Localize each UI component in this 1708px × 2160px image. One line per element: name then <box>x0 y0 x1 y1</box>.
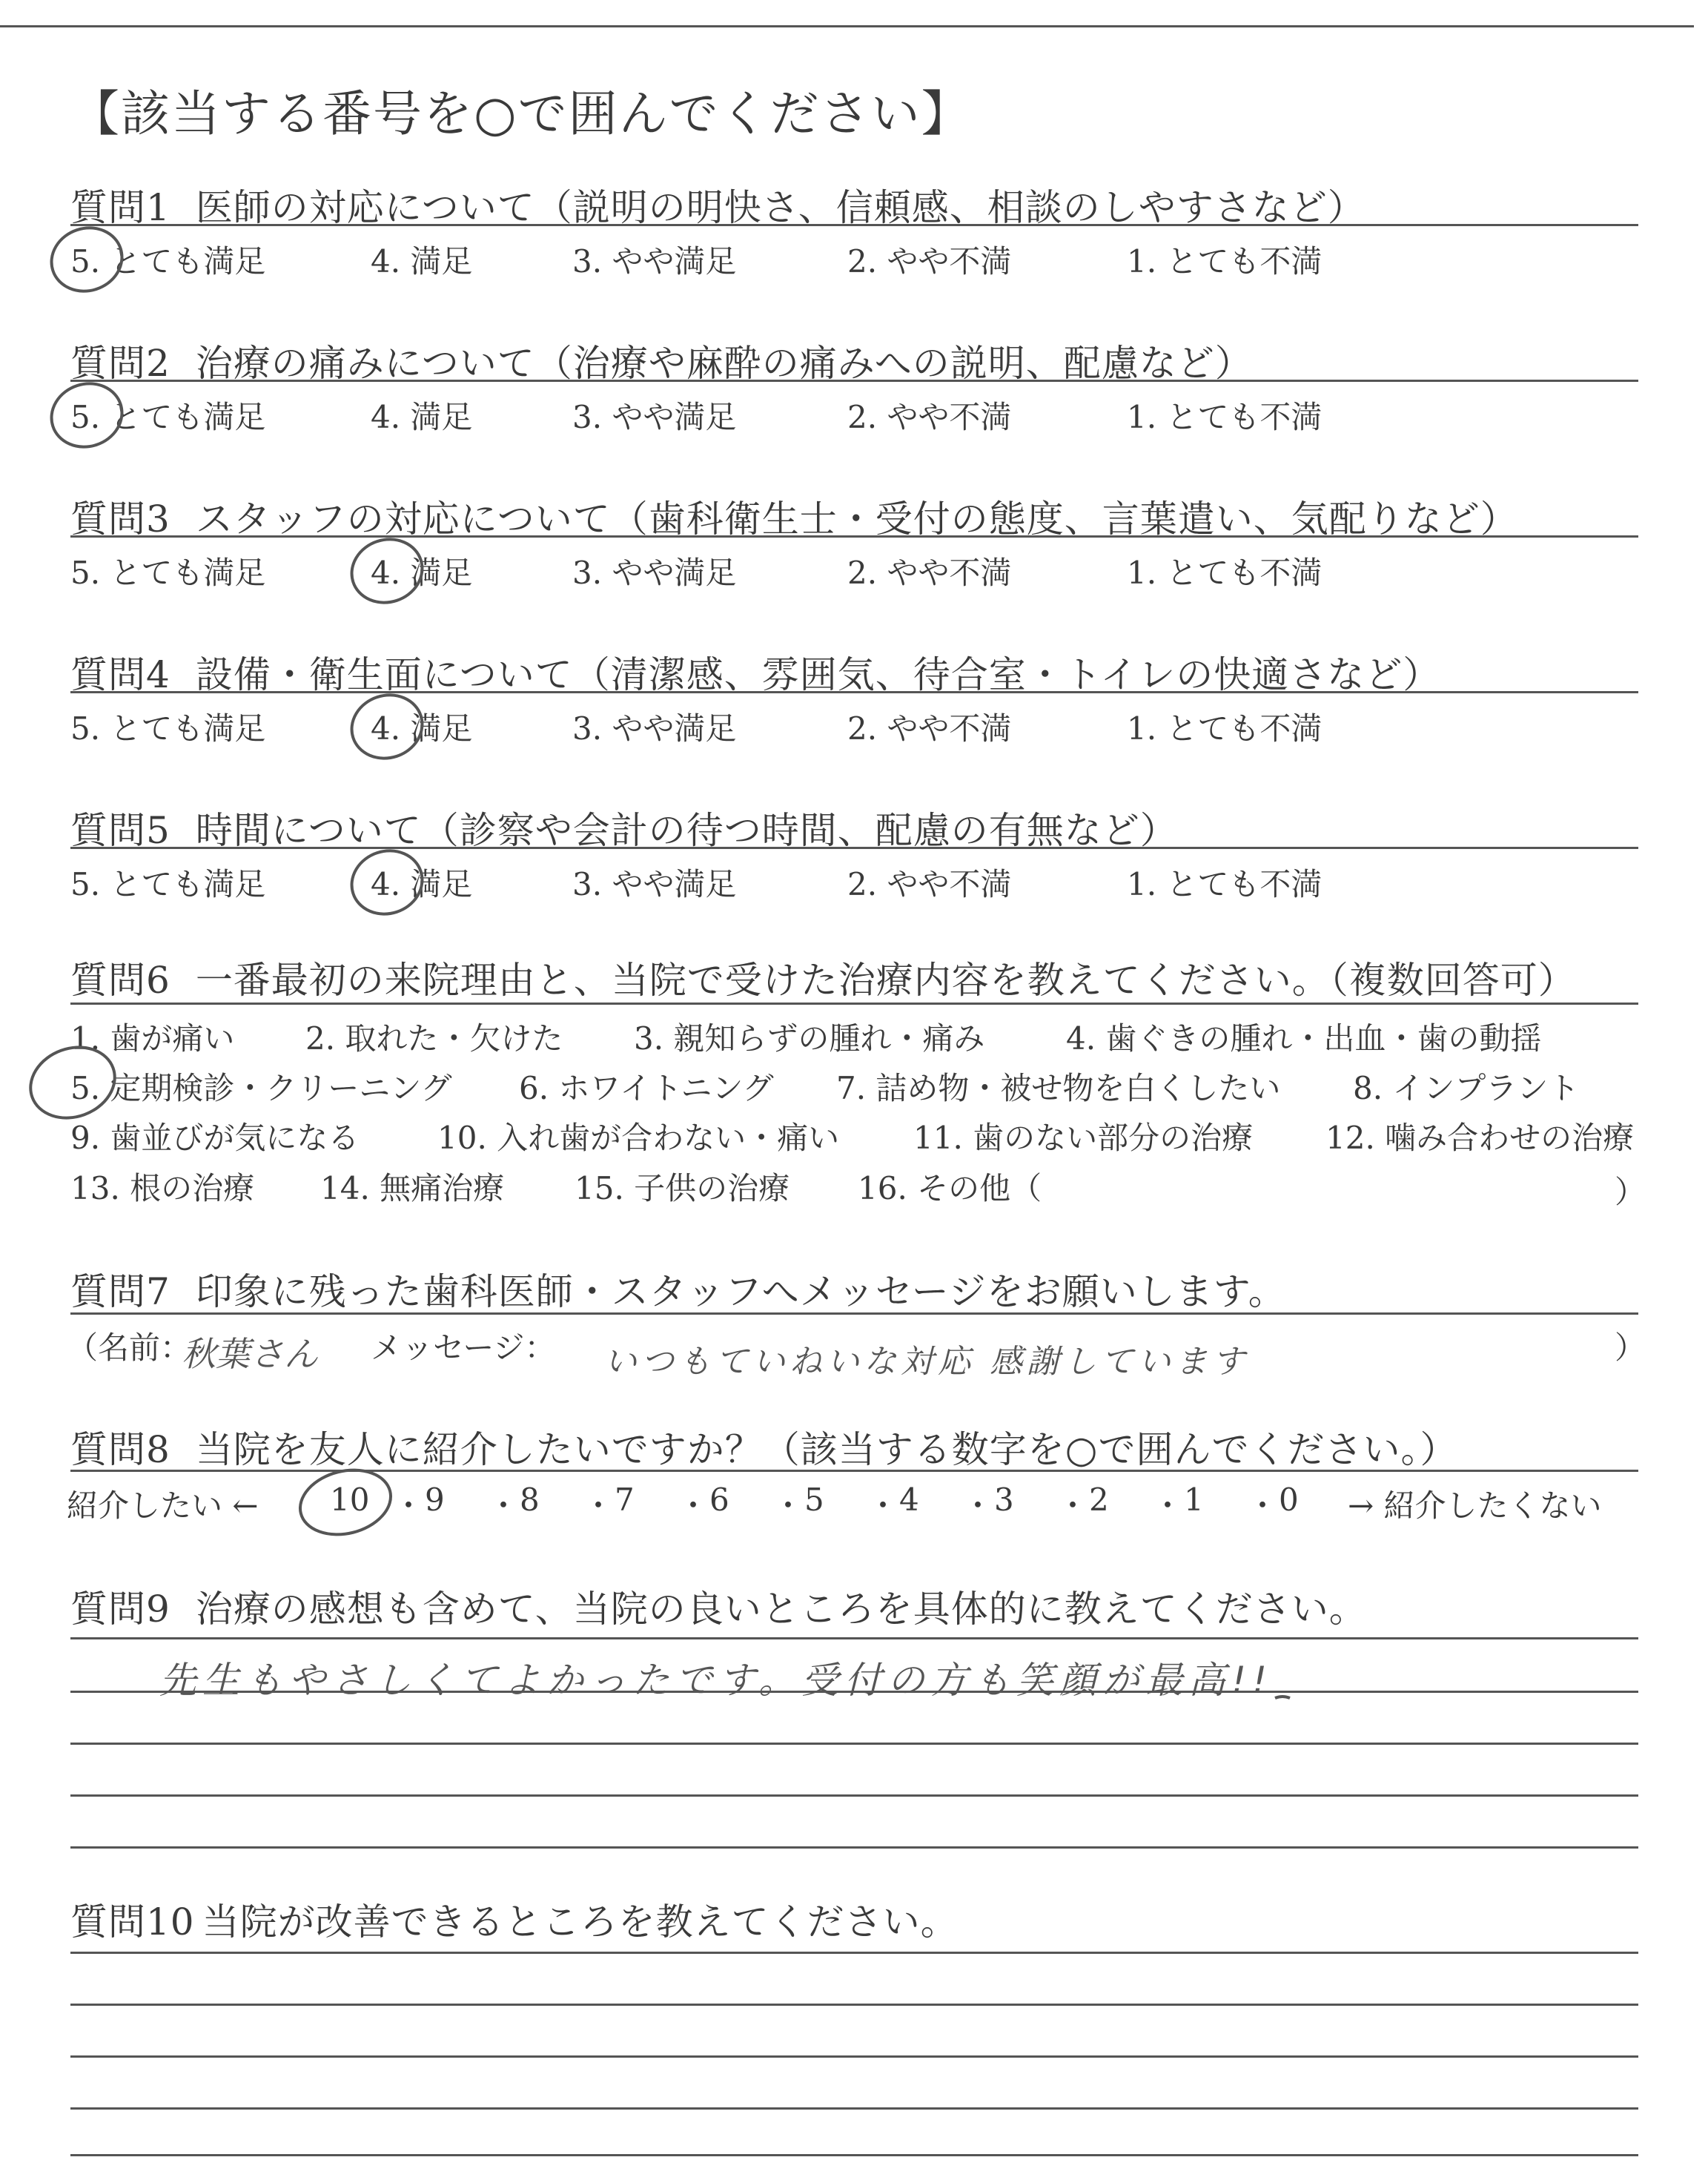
q3-option-2[interactable]: 2. やや不満 <box>847 555 1012 591</box>
q7-close-paren: ） <box>1615 1330 1646 1366</box>
q9-text: 治療の感想も含めて、当院の良いところを具体的に教えてください。 <box>195 1588 1367 1631</box>
q8-selected-circle <box>294 1461 398 1544</box>
q8-scale-dot: ・ <box>393 1487 425 1524</box>
q2-option-5[interactable]: 5. とても満足 <box>70 399 266 435</box>
q8-left-label: 紹介したい ← <box>67 1487 259 1524</box>
q6-option-3[interactable]: 3. 親知らずの腫れ・痛み <box>634 1020 985 1057</box>
q8-scale-8[interactable]: 8 <box>520 1482 540 1518</box>
q1-option-5[interactable]: 5. とても満足 <box>70 243 266 280</box>
q4-option-2[interactable]: 2. やや不満 <box>847 710 1012 747</box>
q8-scale-dot: ・ <box>867 1487 899 1524</box>
q3-number: 質問3 <box>70 498 171 541</box>
q6-option-15[interactable]: 15. 子供の治療 <box>575 1170 790 1206</box>
q8-scale-7[interactable]: 7 <box>615 1482 635 1518</box>
q8-scale-dot: ・ <box>678 1487 709 1524</box>
q6-option-1[interactable]: 1. 歯が痛い <box>70 1020 235 1057</box>
q6-option-5[interactable]: 5. 定期検診・クリーニング <box>70 1070 452 1106</box>
q1-option-2[interactable]: 2. やや不満 <box>847 243 1012 280</box>
q2-option-3[interactable]: 3. やや満足 <box>572 399 737 435</box>
q9-number: 質問9 <box>70 1588 171 1631</box>
q1-text: 医師の対応について（説明の明快さ、信頼感、相談のしやすさなど） <box>195 186 1366 229</box>
q8-scale-dot: ・ <box>1247 1487 1279 1524</box>
q8-scale-2[interactable]: 2 <box>1089 1482 1109 1518</box>
q3-text: スタッフの対応について（歯科衛生士・受付の態度、言葉遣い、気配りなど） <box>195 498 1518 541</box>
q8-scale-dot: ・ <box>1152 1487 1184 1524</box>
q1-number: 質問1 <box>70 186 171 229</box>
q6-selected-circle <box>21 1036 125 1129</box>
q5-option-1[interactable]: 1. とても不満 <box>1127 866 1323 902</box>
q5-selected-circle <box>343 842 430 923</box>
q3-selected-circle <box>343 530 430 612</box>
q8-scale-0[interactable]: 0 <box>1279 1482 1299 1518</box>
q4-selected-circle <box>343 686 430 767</box>
q6-text: 一番最初の来院理由と、当院で受けた治療内容を教えてください。（複数回答可） <box>195 959 1576 1002</box>
q4-option-3[interactable]: 3. やや満足 <box>572 710 737 747</box>
q8-scale-dot: ・ <box>583 1487 615 1524</box>
q8-scale-dot: ・ <box>488 1487 520 1524</box>
q1-selected-circle <box>43 219 130 300</box>
q7-text: 印象に残った歯科医師・スタッフへメッセージをお願いします。 <box>195 1270 1286 1313</box>
q2-option-4[interactable]: 4. 満足 <box>371 399 473 435</box>
q10-text: 当院が改善できるところを教えてください。 <box>202 1900 959 1943</box>
q3-option-1[interactable]: 1. とても不満 <box>1127 555 1323 591</box>
q4-option-5[interactable]: 5. とても満足 <box>70 710 266 747</box>
q7-name-value: 秋葉さん <box>182 1334 318 1374</box>
q8-scale-9[interactable]: 9 <box>425 1482 445 1518</box>
q4-option-1[interactable]: 1. とても不満 <box>1127 710 1323 747</box>
q3-option-3[interactable]: 3. やや満足 <box>572 555 737 591</box>
q8-scale-10[interactable]: 10 <box>330 1482 370 1518</box>
q6-option-12[interactable]: 12. 噛み合わせの治療 <box>1325 1120 1635 1156</box>
q8-scale-4[interactable]: 4 <box>899 1482 919 1518</box>
q6-close-paren: ） <box>1615 1174 1646 1210</box>
q1-option-1[interactable]: 1. とても不満 <box>1127 243 1323 280</box>
q4-number: 質問4 <box>70 653 171 696</box>
page-title: 【該当する番号を○で囲んでください】 <box>70 85 972 142</box>
q7-number: 質問7 <box>70 1270 171 1313</box>
q1-option-3[interactable]: 3. やや満足 <box>572 243 737 280</box>
q2-option-1[interactable]: 1. とても不満 <box>1127 399 1323 435</box>
q2-number: 質問2 <box>70 342 171 385</box>
q6-option-14[interactable]: 14. 無痛治療 <box>320 1170 505 1206</box>
q8-scale-6[interactable]: 6 <box>709 1482 729 1518</box>
q5-text: 時間について（診察や会計の待つ時間、配慮の有無など） <box>195 809 1178 852</box>
q3-option-5[interactable]: 5. とても満足 <box>70 555 266 591</box>
q8-scale-dot: ・ <box>1057 1487 1089 1524</box>
q4-text: 設備・衛生面について（清潔感、雰囲気、待合室・トイレの快適さなど） <box>195 653 1441 696</box>
q6-option-6[interactable]: 6. ホワイトニング <box>519 1070 774 1106</box>
q3-option-4[interactable]: 4. 満足 <box>371 555 473 591</box>
q5-option-2[interactable]: 2. やや不満 <box>847 866 1012 902</box>
q6-option-8[interactable]: 8. インプラント <box>1353 1070 1580 1106</box>
q10-number: 質問10 <box>70 1900 195 1943</box>
q8-right-label: → 紹介したくない <box>1348 1487 1602 1524</box>
q6-option-10[interactable]: 10. 入れ歯が合わない・痛い <box>437 1120 840 1156</box>
q9-answer: 先生もやさしくてよかったです。受付の方も笑顔が最高!! <box>159 1659 1274 1702</box>
q5-option-5[interactable]: 5. とても満足 <box>70 866 266 902</box>
q5-number: 質問5 <box>70 809 171 852</box>
q1-option-4[interactable]: 4. 満足 <box>371 243 473 280</box>
q6-option-7[interactable]: 7. 詰め物・被せ物を白くしたい <box>836 1070 1281 1106</box>
q8-scale-dot: ・ <box>772 1487 804 1524</box>
q7-message-label: メッセージ： <box>371 1330 556 1366</box>
q6-number: 質問6 <box>70 959 171 1002</box>
q8-text: 当院を友人に紹介したいですか？（該当する数字を○で囲んでください。） <box>195 1428 1458 1471</box>
q4-option-4[interactable]: 4. 満足 <box>371 710 473 747</box>
q8-scale-5[interactable]: 5 <box>804 1482 824 1518</box>
q2-selected-circle <box>43 374 130 456</box>
q6-option-16[interactable]: 16. その他（ <box>858 1170 1042 1206</box>
q6-option-9[interactable]: 9. 歯並びが気になる <box>70 1120 360 1156</box>
q2-option-2[interactable]: 2. やや不満 <box>847 399 1012 435</box>
q5-option-3[interactable]: 3. やや満足 <box>572 866 737 902</box>
q6-option-11[interactable]: 11. 歯のない部分の治療 <box>913 1120 1254 1156</box>
q6-option-2[interactable]: 2. 取れた・欠けた <box>305 1020 563 1057</box>
q8-scale-1[interactable]: 1 <box>1184 1482 1204 1518</box>
q8-number: 質問8 <box>70 1428 171 1471</box>
q7-name-label: （名前： <box>67 1330 192 1366</box>
q5-option-4[interactable]: 4. 満足 <box>371 866 473 902</box>
q8-scale-3[interactable]: 3 <box>994 1482 1014 1518</box>
q6-option-13[interactable]: 13. 根の治療 <box>70 1170 255 1206</box>
q9-flourish <box>1275 1697 1290 1698</box>
q2-text: 治療の痛みについて（治療や麻酔の痛みへの説明、配慮など） <box>195 342 1253 385</box>
q7-message-value: いつもていねいな対応 感謝しています <box>604 1343 1249 1381</box>
q8-scale-dot: ・ <box>962 1487 994 1524</box>
q6-option-4[interactable]: 4. 歯ぐきの腫れ・出血・歯の動揺 <box>1066 1020 1542 1057</box>
